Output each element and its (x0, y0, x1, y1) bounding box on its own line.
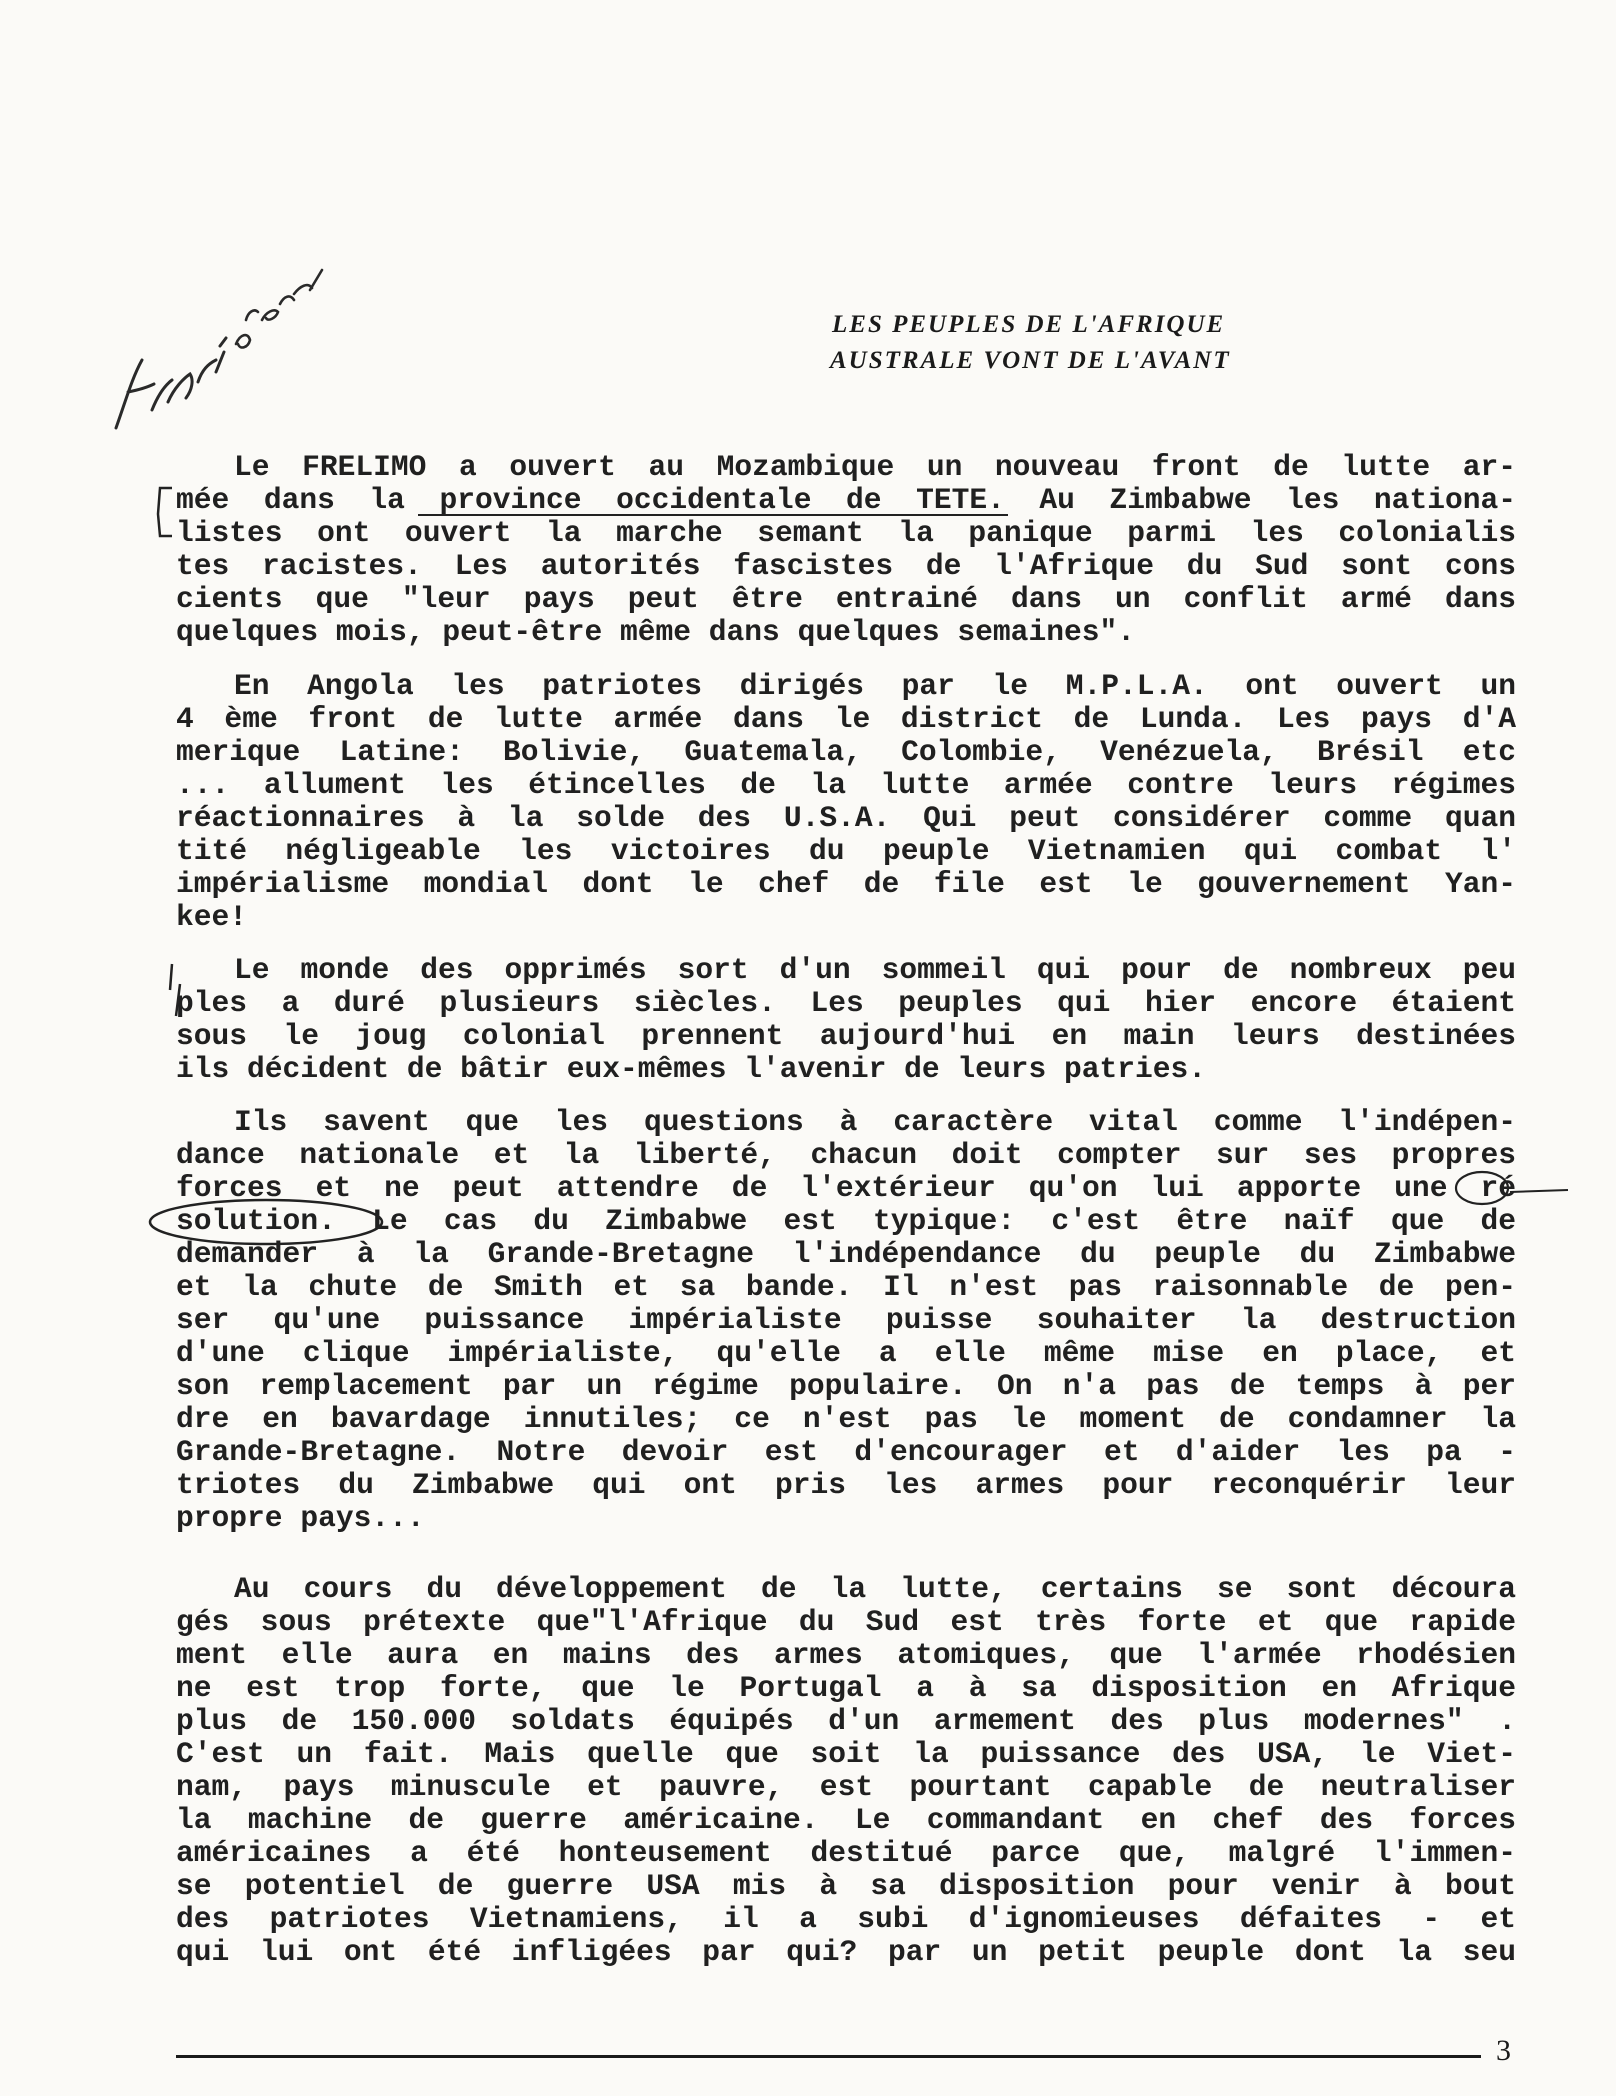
text-line: ples a duré plusieurs siècles. Les peuples qui hier encore étaient (176, 986, 1516, 1020)
text-line: Grande-Bretagne. Notre devoir est d'encourager et d'aider les pa - (176, 1435, 1516, 1469)
text-line: Le monde des opprimés sort d'un sommeil qui pour de nombreux peu (234, 953, 1516, 987)
handwritten-underline (418, 514, 1008, 516)
text-line: ment elle aura en mains des armes atomiques, que l'armée rhodésien (176, 1638, 1516, 1672)
title-line-2: AUSTRALE VONT DE L'AVANT (830, 347, 1231, 374)
text-line: qui lui ont été infligées par qui? par un petit peuple dont la seu (176, 1935, 1516, 1969)
text-line: d'une clique impérialiste, qu'elle a elle même mise en place, et (176, 1336, 1516, 1370)
text-line: merique Latine: Bolivie, Guatemala, Colombie, Venézuela, Brésil etc (176, 735, 1516, 769)
text-line: kee! (176, 900, 248, 934)
text-line: des patriotes Vietnamiens, il a subi d'ignomieuses défaites - et (176, 1902, 1516, 1936)
footer-rule (176, 2055, 1481, 2058)
page-number: 3 (1496, 2034, 1511, 2067)
document-title (832, 307, 1231, 379)
text-line: cients que "leur pays peut être entrainé dans un conflit armé dans (176, 582, 1516, 616)
text-line: ils décident de bâtir eux-mêmes l'avenir de leurs patries. (176, 1052, 1207, 1086)
text-line: dance nationale et la liberté, chacun doit compter sur ses propres (176, 1138, 1516, 1172)
text-line: impérialisme mondial dont le chef de file est le gouvernement Yan- (176, 867, 1516, 901)
text-line: ... allument les étincelles de la lutte armée contre leurs régimes (176, 768, 1516, 802)
text-line: nam, pays minuscule et pauvre, est pourtant capable de neutraliser (176, 1770, 1516, 1804)
text-line: demander à la Grande-Bretagne l'indépendance du peuple du Zimbabwe (176, 1237, 1516, 1271)
text-line: se potentiel de guerre USA mis à sa disposition pour venir à bout (176, 1869, 1516, 1903)
text-line: la machine de guerre américaine. Le commandant en chef des forces (176, 1803, 1516, 1837)
text-line: son remplacement par un régime populaire. On n'a pas de temps à per (176, 1369, 1516, 1403)
text-line: gés sous prétexte que"l'Afrique du Sud est très forte et que rapide (176, 1605, 1516, 1639)
text-line: réactionnaires à la solde des U.S.A. Qui peut considérer comme quan (176, 801, 1516, 835)
text-line: listes ont ouvert la marche semant la panique parmi les colonialis (176, 516, 1516, 550)
text-line: tité négligeable les victoires du peuple Vietnamien qui combat l' (176, 834, 1516, 868)
text-line: ser qu'une puissance impérialiste puisse souhaiter la destruction (176, 1303, 1516, 1337)
text-line: sous le joug colonial prennent aujourd'hui en main leurs destinées (176, 1019, 1516, 1053)
text-line: tes racistes. Les autorités fascistes de l'Afrique du Sud sont cons (176, 549, 1516, 583)
text-line: forces et ne peut attendre de l'extérieur qu'on lui apporte une ré (176, 1171, 1516, 1205)
handwritten-margin-note (98, 260, 328, 440)
text-line: mée dans la province occidentale de TETE. Au Zimbabwe les nationa- (176, 483, 1516, 517)
text-line: Le FRELIMO a ouvert au Mozambique un nouveau front de lutte ar- (234, 450, 1516, 484)
margin-bracket-mark (152, 484, 176, 540)
handwritten-circle-mark (1452, 1168, 1572, 1208)
text-line: triotes du Zimbabwe qui ont pris les armes pour reconquérir leur (176, 1468, 1516, 1502)
text-line: plus de 150.000 soldats équipés d'un armement des plus modernes" . (176, 1704, 1516, 1738)
title-line-1: LES PEUPLES DE L'AFRIQUE (832, 311, 1226, 338)
text-line: et la chute de Smith et sa bande. Il n'est pas raisonnable de pen- (176, 1270, 1516, 1304)
text-line: dre en bavardage innutiles; ce n'est pas le moment de condamner la (176, 1402, 1516, 1436)
text-line: ne est trop forte, que le Portugal a à sa disposition en Afrique (176, 1671, 1516, 1705)
margin-bar-mark (166, 960, 186, 1020)
text-line: Au cours du développement de la lutte, certains se sont découra (234, 1572, 1516, 1606)
text-line: En Angola les patriotes dirigés par le M.P.L.A. ont ouvert un (234, 669, 1516, 703)
text-line: solution. Le cas du Zimbabwe est typique: c'est être naïf que de (176, 1204, 1516, 1238)
text-line: C'est un fait. Mais quelle que soit la puissance des USA, le Viet- (176, 1737, 1516, 1771)
text-line: propre pays... (176, 1501, 425, 1535)
text-line: 4 ème front de lutte armée dans le district de Lunda. Les pays d'A (176, 702, 1516, 736)
text-line: Ils savent que les questions à caractère vital comme l'indépen- (234, 1105, 1516, 1139)
text-line: américaines a été honteusement destitué parce que, malgré l'immen- (176, 1836, 1516, 1870)
text-line: quelques mois, peut-être même dans quelques semaines". (176, 615, 1135, 649)
handwritten-circle-mark (146, 1196, 396, 1248)
